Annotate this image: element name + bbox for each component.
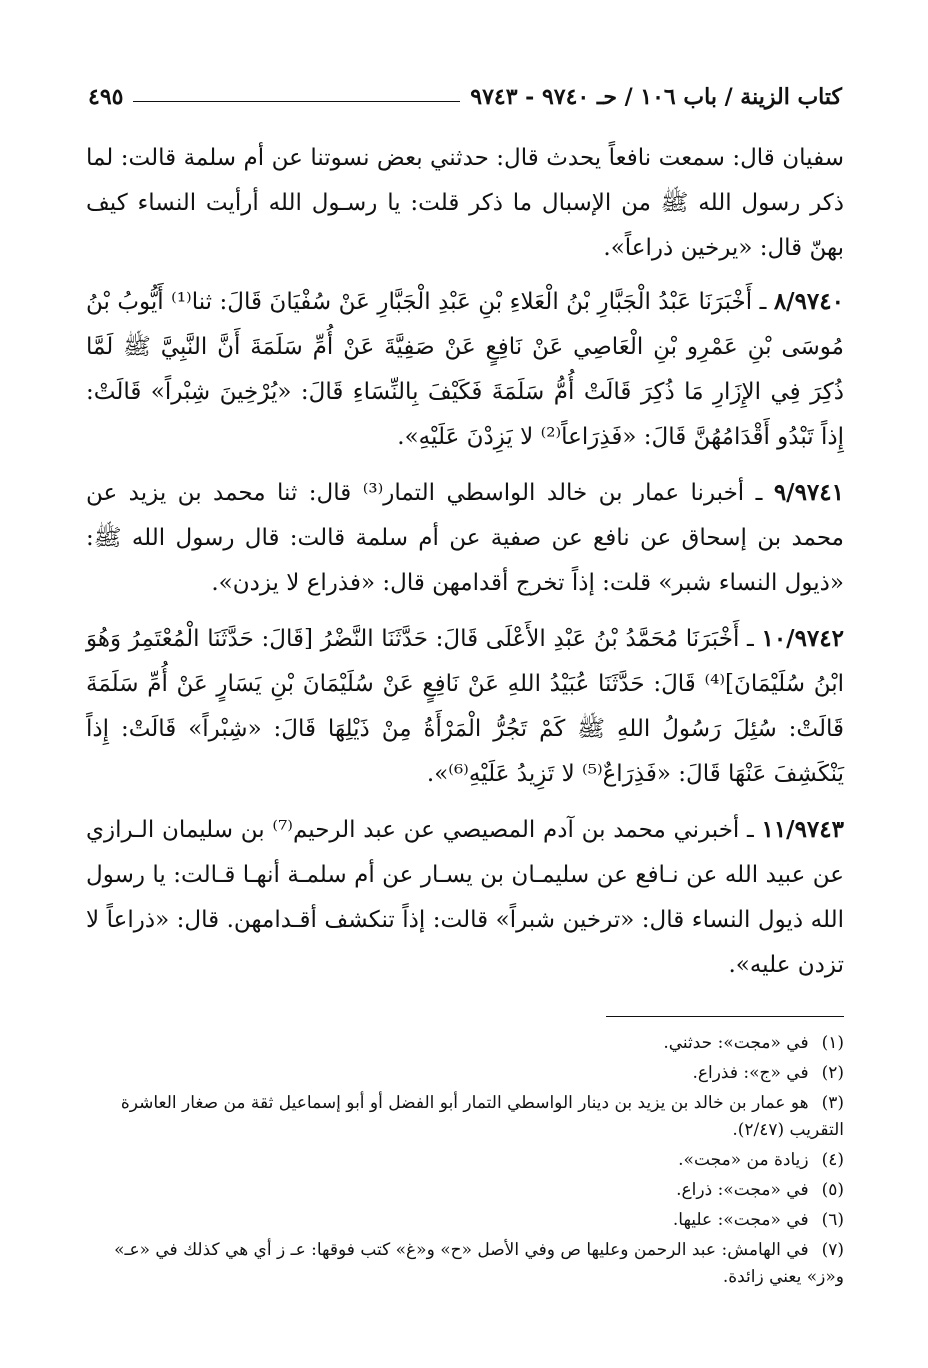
page-header (88, 80, 842, 114)
footnote-3 (84, 1090, 844, 1144)
main-text (86, 136, 844, 998)
hadith-number: ٨/٩٧٤٠ (773, 288, 844, 315)
paragraph-continuation (86, 136, 844, 271)
footnote-text: في «مجت»: عليها. (672, 1210, 809, 1230)
hadith-9742 (86, 616, 844, 797)
footnote-separator (606, 1016, 844, 1017)
paragraph-text: ـ أخبرني محمد بن آدم المصيصي عن عبد الرحيم⁽⁷⁾ بن سليمان الـرازي عن عبيد الله عن نـافع عن سليمـان بن يسـار عن أم سلمـة أنهـا قـالت: يا رسول الله ذيول النساء قال: «ترخين شبراً» قالت: إذاً تنكشف أقـدامهن. قال: «ذراعاً لا تزدن عليه». (86, 817, 844, 978)
paragraph-text: سفيان قال: سمعت نافعاً يحدث قال: حدثني بعض نسوتنا عن أم سلمة قالت: لما ذكر رسول الله ﷺ من الإسبال ما ذكر قلت: يا رسـول الله أرأيت النساء كيف بهنّ قال: «يرخين ذراعاً». (86, 145, 844, 261)
running-title: كتاب الزينة / باب ١٠٦ / حـ ٩٧٤٠ - ٩٧٤٣ (470, 84, 842, 110)
header-rule (133, 101, 460, 102)
paragraph-text: ـ أخبرنا عمار بن خالد الواسطي التمار⁽³⁾ قال: ثنا محمد بن يزيد عن محمد بن إسحاق عن نافع عن صفية عن أم سلمة قالت: قال رسول الله ﷺ: «ذيول النساء شبر» قلت: إذاً تخرج أقدامهن قال: «فذراع لا يزدن». (86, 480, 844, 596)
footnote-number: (٧) (821, 1240, 844, 1260)
footnote-6 (84, 1207, 844, 1234)
hadith-number: ١١/٩٧٤٣ (761, 816, 844, 843)
footnote-number: (٢) (821, 1063, 844, 1083)
footnotes (84, 1030, 844, 1294)
footnote-number: (٤) (821, 1150, 844, 1170)
footnote-1 (84, 1030, 844, 1057)
hadith-9740 (86, 279, 844, 460)
footnote-4 (84, 1147, 844, 1174)
footnote-number: (٥) (821, 1180, 844, 1200)
hadith-number: ١٠/٩٧٤٢ (761, 625, 844, 652)
footnote-text: في الهامش: عبد الرحمن وعليها ص وفي الأصل «ح» و«غ» كتب فوقها: عـ ز أي هي كذلك في «عـ» و«ز» يعني زائدة. (114, 1240, 844, 1287)
paragraph-text: ـ أَخْبَرَنَا عَبْدُ الْجَبَّارِ بْنُ الْعَلاءِ بْنِ عَبْدِ الْجَبَّارِ عَنْ سُفْيَانَ قَالَ: ثنا⁽¹⁾ أَيُّوبُ بْنُ مُوسَى بْنِ عَمْرِو بْنِ الْعَاصِي عَنْ نَافِعٍ عَنْ صَفِيَّةَ عَنْ أُمِّ سَلَمَةَ أَنَّ النَّبِيَّ ﷺ لَمَّا ذُكِرَ فِي الإِزَارِ مَا ذُكِرَ قَالَتْ أُمُّ سَلَمَةَ فَكَيْفَ بِالنِّسَاءِ قَالَ: «يُرْخِينَ شِبْراً» قَالَتْ: إِذاً تَبْدُو أَقْدَامُهُنَّ قَالَ: «فَذِرَاعاً⁽²⁾ لا يَزِدْنَ عَلَيْهِ». (86, 289, 844, 450)
footnote-7 (84, 1237, 844, 1291)
footnote-text: هو عمار بن خالد بن يزيد بن دينار الواسطي التمار أبو الفضل أو أبو إسماعيل ثقة من صغار العاشرة التقريب (٢/٤٧). (120, 1093, 844, 1140)
footnote-text: في «مجت»: حدثني. (663, 1033, 809, 1053)
footnote-2 (84, 1060, 844, 1087)
hadith-9743 (86, 807, 844, 988)
paragraph-text: ـ أَخْبَرَنَا مُحَمَّدُ بْنُ عَبْدِ الأَعْلَى قَالَ: حَدَّثَنَا النَّضْرُ [قَالَ: حَدَّثَنَا الْمُعْتَمِرُ وَهُوَ ابْنُ سُلَيْمَانَ]⁽⁴⁾ قَالَ: حَدَّثَنَا عُبَيْدُ اللهِ عَنْ نَافِعٍ عَنْ سُلَيْمَانَ بْنِ يَسَارٍ عَنْ أُمِّ سَلَمَةَ قَالَتْ: سُئِلَ رَسُولُ اللهِ ﷺ كَمْ تَجُرُّ الْمَرْأَةُ مِنْ ذَيْلِهَا قَالَ: «شِبْراً» قَالَتْ: إِذاً يَنْكَشِفَ عَنْهَا قَالَ: «فَذِرَاعٌ⁽⁵⁾ لا تَزِيدُ عَلَيْهِ⁽⁶⁾». (86, 626, 845, 787)
footnote-text: في «ج»: فذراع. (692, 1063, 809, 1083)
footnote-text: في «مجت»: ذراع. (676, 1180, 809, 1200)
hadith-9741 (86, 470, 844, 606)
page-number: ٤٩٥ (88, 84, 124, 110)
footnote-text: زيادة من «مجت». (678, 1150, 809, 1170)
footnote-5 (84, 1177, 844, 1204)
hadith-number: ٩/٩٧٤١ (773, 479, 844, 506)
footnote-number: (١) (821, 1033, 844, 1053)
footnote-number: (٦) (821, 1210, 844, 1230)
footnote-number: (٣) (821, 1093, 844, 1113)
